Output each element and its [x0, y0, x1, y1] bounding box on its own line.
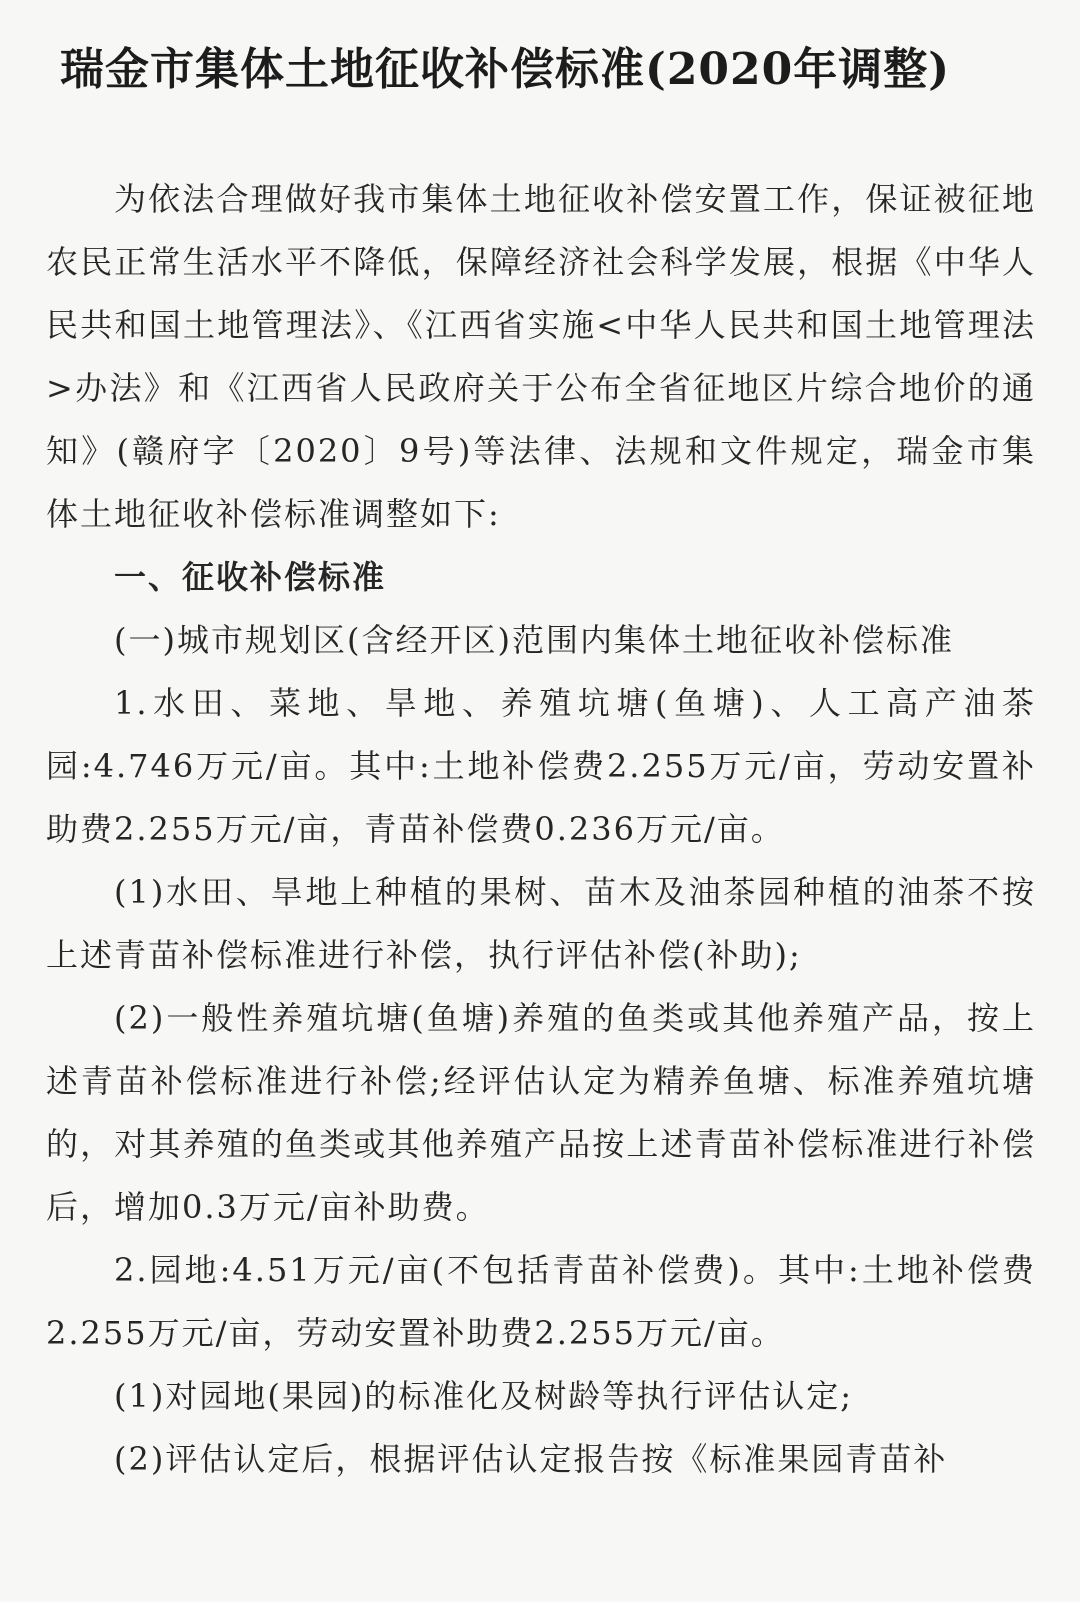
document-title: 瑞金市集体土地征收补偿标准(2020年调整)	[60, 44, 951, 95]
item-1-paragraph: 1.水田、菜地、旱地、养殖坑塘(鱼塘)、人工高产油茶园:4.746万元/亩。其中:土地补偿费2.255万元/亩，劳动安置补助费2.255万元/亩，青苗补偿费0.236万元/亩。	[46, 684, 1036, 848]
document-body	[46, 168, 1036, 1491]
item-1-note-1: (1)水田、旱地上种植的果树、苗木及油茶园种植的油茶不按上述青苗补偿标准进行补偿，执行评估补偿(补助);	[46, 873, 1036, 974]
section-heading: 一、征收补偿标准	[114, 558, 387, 596]
item-2-note-2: (2)评估认定后，根据评估认定报告按《标准果园青苗补	[114, 1440, 948, 1478]
item-2-note-1: (1)对园地(果园)的标准化及树龄等执行评估认定;	[114, 1377, 854, 1415]
subsection-heading: (一)城市规划区(含经开区)范围内集体土地征收补偿标准	[114, 621, 954, 659]
item-2-paragraph: 2.园地:4.51万元/亩(不包括青苗补偿费)。其中:土地补偿费2.255万元/亩，劳动安置补助费2.255万元/亩。	[46, 1251, 1036, 1352]
item-1-note-2: (2)一般性养殖坑塘(鱼塘)养殖的鱼类或其他养殖产品，按上述青苗补偿标准进行补偿;经评估认定为精养鱼塘、标准养殖坑塘的，对其养殖的鱼类或其他养殖产品按上述青苗补偿标准进行补偿后，增加0.3万元/亩补助费。	[46, 999, 1036, 1226]
intro-paragraph: 为依法合理做好我市集体土地征收补偿安置工作，保证被征地农民正常生活水平不降低，保障经济社会科学发展，根据《中华人民共和国土地管理法》、《江西省实施<中华人民共和国土地管理法>办法》和《江西省人民政府关于公布全省征地区片综合地价的通知》(赣府字〔2020〕9号)等法律、法规和文件规定，瑞金市集体土地征收补偿标准调整如下:	[46, 180, 1036, 533]
